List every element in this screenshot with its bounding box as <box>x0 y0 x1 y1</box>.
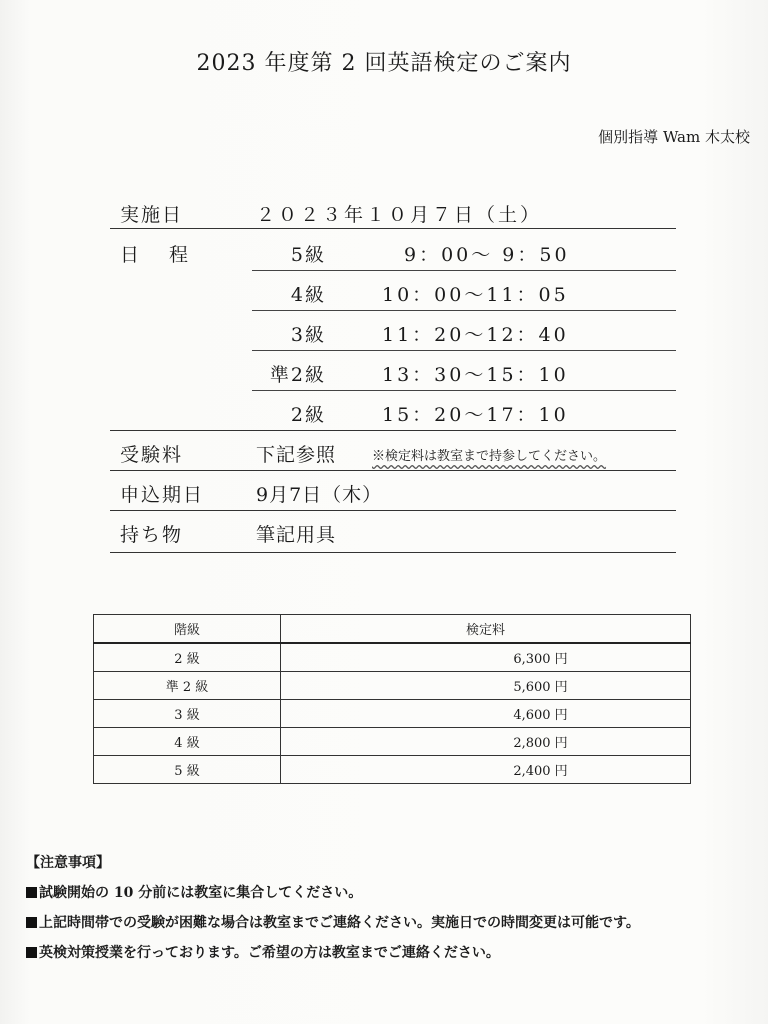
note-text: 英検対策授業を行っております。ご希望の方は教室までご連絡ください。 <box>39 945 500 961</box>
table-row <box>94 643 691 672</box>
timetable-grade: 準2級 <box>269 364 326 386</box>
fee-note: ※検定料は教室まで持参してください。 <box>372 449 607 464</box>
black-square-icon <box>26 887 37 898</box>
fee-table-fee: 5,600 円 <box>281 672 691 700</box>
table-row <box>94 756 691 784</box>
notes-heading: 【注意事項】 <box>26 855 110 871</box>
timetable-row <box>110 392 676 432</box>
fee-row <box>110 432 676 472</box>
timetable-time: 15：20～17：10 <box>382 404 569 426</box>
timetable-grade: 2級 <box>290 404 326 426</box>
deadline-value: 9月7日（木） <box>256 484 383 506</box>
exam-date-value: ２０２３年１０月７日（土） <box>256 204 543 226</box>
timetable-grade: 5級 <box>290 244 326 266</box>
divider <box>252 390 676 391</box>
table-row <box>94 728 691 756</box>
exam-date-label: 実施日 <box>120 204 184 226</box>
timetable-time: 13：30～15：10 <box>382 364 569 386</box>
fee-table-grade: 準 2 級 <box>94 672 281 700</box>
items-value: 筆記用具 <box>256 524 337 546</box>
table-row <box>94 700 691 728</box>
divider <box>252 270 676 271</box>
divider <box>110 552 676 553</box>
notes-section <box>26 848 640 968</box>
black-square-icon <box>26 947 37 958</box>
black-square-icon <box>26 917 37 928</box>
exam-date-row <box>110 192 676 232</box>
divider <box>252 350 676 351</box>
fee-table-grade: 4 級 <box>94 728 281 756</box>
timetable-row <box>110 272 676 312</box>
note-item <box>26 938 640 968</box>
deadline-label: 申込期日 <box>120 484 205 506</box>
table-row <box>94 672 691 700</box>
timetable-grade: 3級 <box>290 324 326 346</box>
note-text: 上記時間帯での受験が困難な場合は教室までご連絡ください。実施日での時間変更は可能です。 <box>39 915 640 931</box>
fee-table-fee: 6,300 円 <box>281 643 691 672</box>
fee-table <box>93 614 691 784</box>
fee-table-fee: 2,800 円 <box>281 728 691 756</box>
fee-table-header-fee: 検定料 <box>281 615 691 644</box>
items-row <box>110 512 676 552</box>
timetable-row <box>110 352 676 392</box>
items-label: 持ち物 <box>120 524 184 546</box>
divider <box>252 310 676 311</box>
fee-table-grade: 5 級 <box>94 756 281 784</box>
timetable-row <box>110 312 676 352</box>
fee-table-fee: 2,400 円 <box>281 756 691 784</box>
schedule-table <box>110 192 676 552</box>
page-title: 2023 年度第 2 回英語検定のご案内 <box>196 51 572 76</box>
fee-table-fee: 4,600 円 <box>281 700 691 728</box>
fee-table-header <box>94 615 691 644</box>
timetable-time: 10：00～11：05 <box>382 284 569 306</box>
timetable-time: 11：20～12：40 <box>382 324 569 346</box>
fee-table-header-grade: 階級 <box>94 615 281 644</box>
fee-table-grade: 2 級 <box>94 643 281 672</box>
deadline-row <box>110 472 676 512</box>
fee-value: 下記参照 <box>256 444 337 466</box>
note-text: 試験開始の 10 分前には教室に集合してください。 <box>39 885 363 901</box>
school-name: 個別指導 Wam 木太校 <box>598 128 750 146</box>
note-item <box>26 878 640 908</box>
note-item <box>26 908 640 938</box>
timetable-row <box>110 232 676 272</box>
timetable-label: 日 程 <box>120 244 201 266</box>
timetable-time: 9：00～ 9：50 <box>382 244 570 266</box>
fee-label: 受験料 <box>120 444 184 466</box>
timetable-grade: 4級 <box>290 284 326 306</box>
fee-table-grade: 3 級 <box>94 700 281 728</box>
